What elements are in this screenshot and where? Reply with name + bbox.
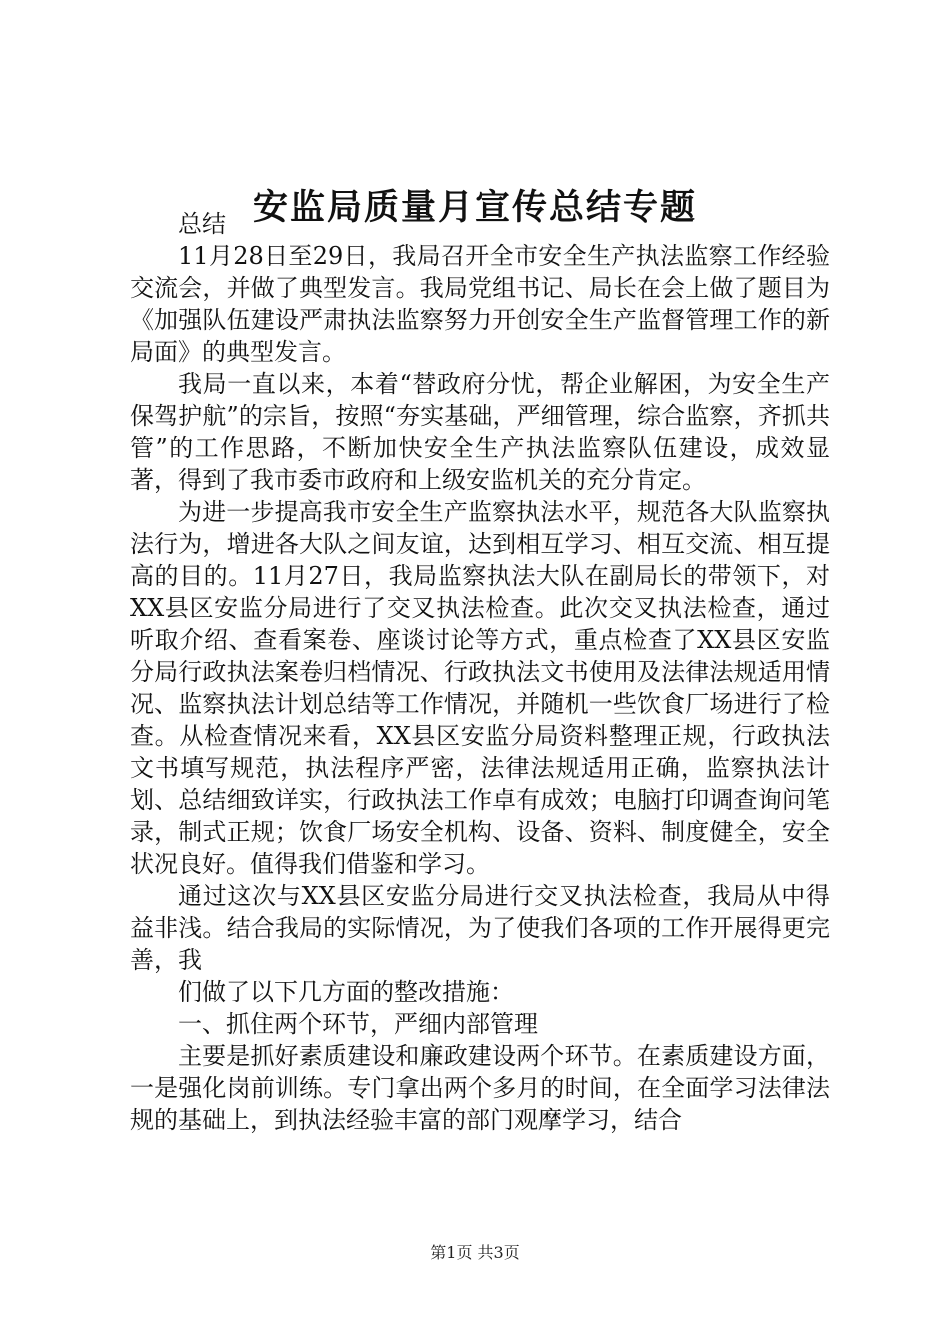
document-body <box>130 208 830 1136</box>
section-heading-1: 一、抓住两个环节，严细内部管理 <box>178 1010 538 1038</box>
paragraph-summary-label: 总结 <box>178 210 226 238</box>
document-title: 安监局质量月宣传总结专题 <box>252 187 697 228</box>
paragraph-2: 我局一直以来，本着“替政府分忧，帮企业解困，为安全生产保驾护航”的宗旨，按照“夯实基础，严细管理，综合监察，齐抓共管”的工作思路，不断加快安全生产执法监察队伍建设，成效显著，得到了我市委市政府和上级安监机关的充分肯定。 <box>130 370 830 494</box>
paragraph-6: 主要是抓好素质建设和廉政建设两个环节。在素质建设方面，一是强化岗前训练。专门拿出两个多月的时间，在全面学习法律法规的基础上，到执法经验丰富的部门观摩学习，结合 <box>130 1042 830 1134</box>
page-number-footer: 第1页 共3页 <box>430 1243 520 1262</box>
paragraph-3: 为进一步提高我市安全生产监察执法水平，规范各大队监察执法行为，增进各大队之间友谊，达到相互学习、相互交流、相互提高的目的。11月27日，我局监察执法大队在副局长的带领下，对XX县区安监分局进行了交叉执法检查。此次交叉执法检查，通过听取介绍、查看案卷、座谈讨论等方式，重点检查了XX县区安监分局行政执法案卷归档情况、行政执法文书使用及法律法规适用情况、监察执法计划总结等工作情况，并随机一些饮食厂场进行了检查。从检查情况来看，XX县区安监分局资料整理正规，行政执法文书填写规范，执法程序严密，法律法规适用正确，监察执法计划、总结细致详实，行政执法工作卓有成效；电脑打印调查询问笔录，制式正规；饮食厂场安全机构、设备、资料、制度健全，安全状况良好。值得我们借鉴和学习。 <box>130 498 830 878</box>
paragraph-4: 通过这次与XX县区安监分局进行交叉执法检查，我局从中得益非浅。结合我局的实际情况，为了使我们各项的工作开展得更完善，我 <box>130 882 830 974</box>
paragraph-1: 11月28日至29日，我局召开全市安全生产执法监察工作经验交流会，并做了典型发言。我局党组书记、局长在会上做了题目为《加强队伍建设严肃执法监察努力开创安全生产监督管理工作的新局面》的典型发言。 <box>130 242 830 366</box>
paragraph-5: 们做了以下几方面的整改措施： <box>178 978 514 1006</box>
